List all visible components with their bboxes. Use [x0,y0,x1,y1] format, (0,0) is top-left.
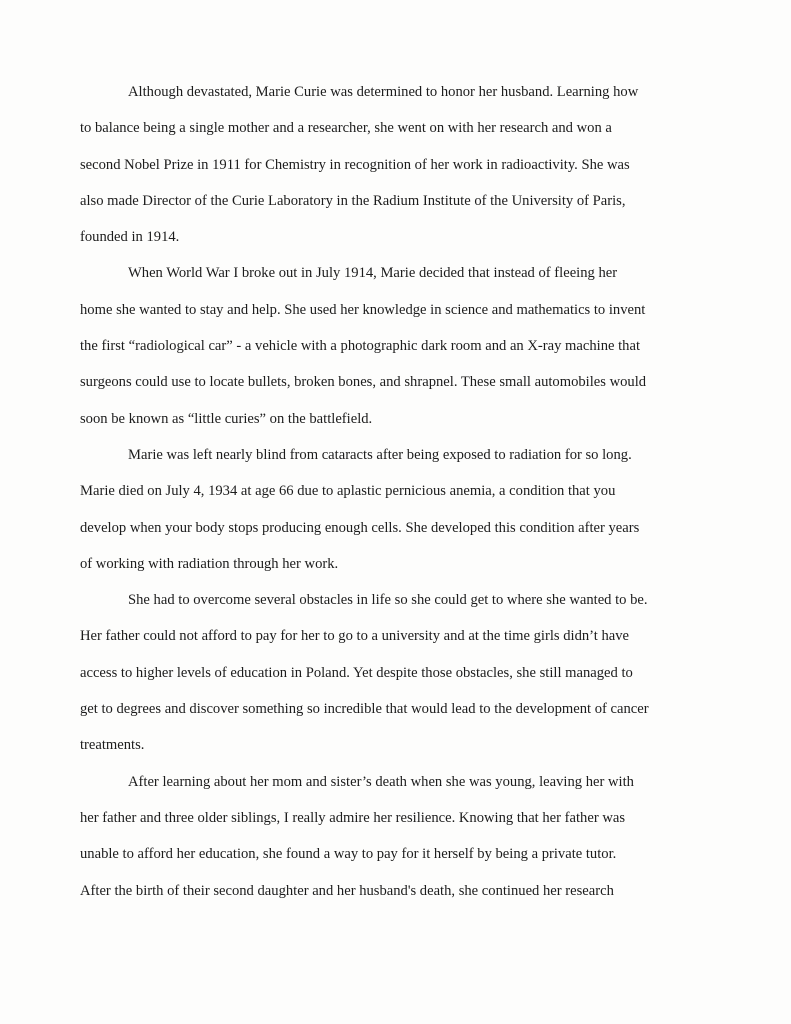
paragraph-3 [80,437,720,582]
paragraph-5 [80,764,720,909]
paragraph-1 [80,74,720,255]
text-line: of working with radiation through her work. [80,555,339,572]
text-line: second Nobel Prize in 1911 for Chemistry in recognition of her work in radioactivity. She was [80,156,630,173]
text-line: Although devastated, Marie Curie was determined to honor her husband. Learning how [128,84,639,100]
text-line: After the birth of their second daughter and her husband's death, she continued her research [80,882,614,899]
paragraph-4 [80,582,720,763]
text-line: When World War I broke out in July 1914, Marie decided that instead of fleeing her [128,265,618,282]
paragraph-2 [80,255,720,436]
text-line: founded in 1914. [80,229,180,246]
text-line: soon be known as “little curies” on the battlefield. [80,410,373,427]
text-line: home she wanted to stay and help. She used her knowledge in science and mathematics to invent [80,301,646,318]
text-line: also made Director of the Curie Laboratory in the Radium Institute of the University of Paris, [80,192,626,209]
text-line: to balance being a single mother and a researcher, she went on with her research and won a [80,120,612,137]
text-line: develop when your body stops producing enough cells. She developed this condition after years [80,519,640,536]
text-line: Her father could not afford to pay for her to go to a university and at the time girls didn’t have [80,628,630,645]
text-line: her father and three older siblings, I really admire her resilience. Knowing that her father was [80,809,626,826]
text-line: access to higher levels of education in Poland. Yet despite those obstacles, she still managed to [80,664,633,681]
text-line: the first “radiological car” - a vehicle with a photographic dark room and an X-ray machine that [80,338,641,355]
text-line: surgeons could use to locate bullets, broken bones, and shrapnel. These small automobiles would [80,374,647,391]
text-line: unable to afford her education, she found a way to pay for it herself by being a private tutor. [80,846,617,863]
text-line: get to degrees and discover something so incredible that would lead to the development of cancer [80,701,649,718]
text-line: treatments. [80,737,145,754]
text-line: Marie was left nearly blind from cataracts after being exposed to radiation for so long. [128,446,632,463]
text-line: Marie died on July 4, 1934 at age 66 due to aplastic pernicious anemia, a condition that you [80,483,616,500]
essay-body [80,74,720,909]
text-line: After learning about her mom and sister’s death when she was young, leaving her with [128,773,634,790]
text-line: She had to overcome several obstacles in life so she could get to where she wanted to be. [128,592,648,609]
